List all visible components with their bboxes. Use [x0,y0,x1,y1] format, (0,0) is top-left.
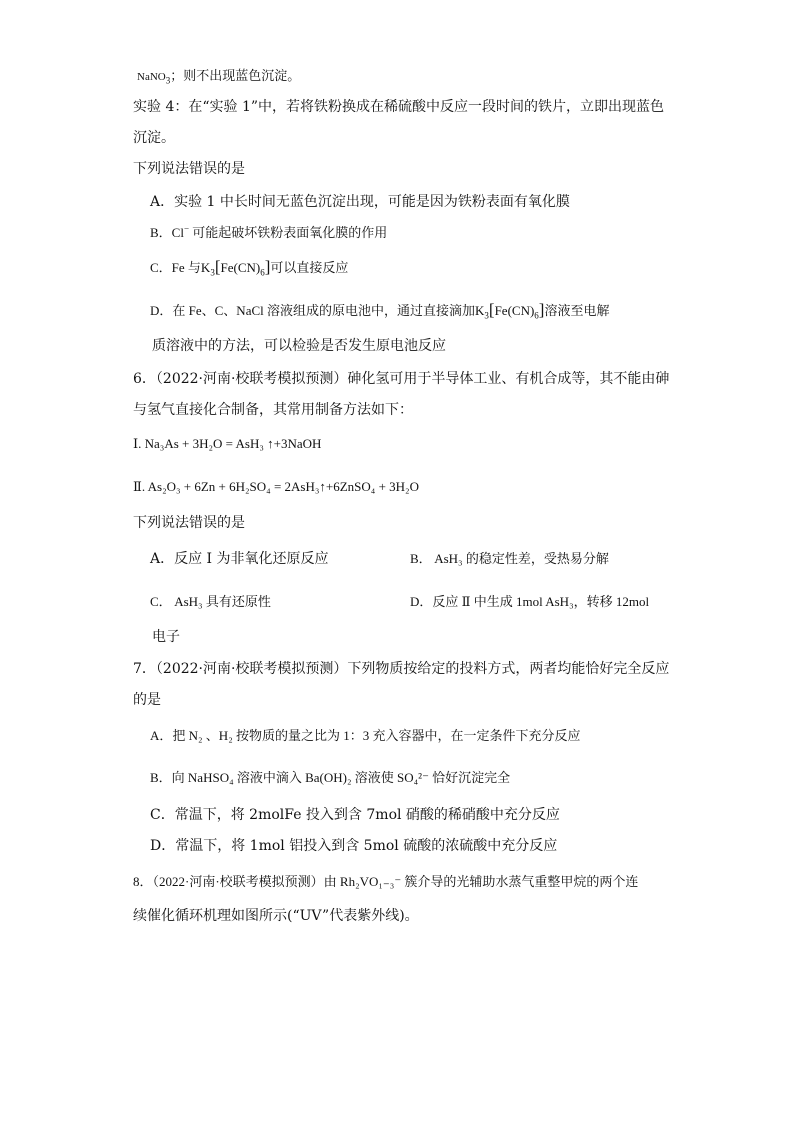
question-5-stem: 下列说法错误的是 [133,161,245,177]
question-6-line-1: 6．（2022·河南·校联考模拟预测）砷化氢可用于半导体工业、有机合成等，其不能由砷 [133,371,670,387]
q5-option-a: A．实验 1 中长时间无蓝色沉淀出现，可能是因为铁粉表面有氧化膜 [150,194,570,210]
q5-option-d: D．在 Fe、C、NaCl 溶液组成的原电池中，通过直接滴加$K_3[Fe(CN)_6]$溶液至电解 [150,300,610,321]
question-7-line-2: 的是 [133,692,161,708]
q6-option-d: D．反应 Ⅱ 中生成 1mol AsH₃，转移 12mol [410,594,650,609]
q6-option-c: C． AsH₃ 具有还原性 [150,594,271,609]
q6-equation-2: Ⅱ. As₂O₃ + 6Zn + 6H₂SO₄ = 2AsH₃↑+6ZnSO₄ + 3H₂O [133,479,419,494]
potassium-ferricyanide: $K_3[Fe(CN)_6]$ [475,300,545,321]
q6-option-b: B． AsH₃ 的稳定性差，受热易分解 [410,551,609,566]
q7-option-a: A．把 N₂ 、H₂ 按物质的量之比为 1：3 充入容器中，在一定条件下充分反应 [150,728,581,743]
q5-option-d-line-2: 质溶液中的方法，可以检验是否发生原电池反应 [152,338,446,354]
intro-nano3-line: NaNO$_3$；则不出现蓝色沉淀。 [137,68,301,86]
question-8-line-1: 8．（2022·河南·校联考模拟预测）由 Rh₂VO₁₋₃⁻ 簇介导的光辅助水蒸气重整甲烷的两个连 [133,874,639,889]
q7-option-b: B．向 NaHSO₄ 溶液中滴入 Ba(OH)₂ 溶液使 SO₄²⁻ 恰好沉淀完全 [150,770,511,785]
experiment-4-line-2: 沉淀。 [133,130,175,146]
question-8-line-2: 续催化循环机理如图所示(“UV”代表紫外线)。 [133,908,419,924]
q6-option-a: A．反应 Ⅰ 为非氧化还原反应 [150,551,329,567]
q7-option-d: D．常温下，将 1mol 铝投入到含 5mol 硫酸的浓硫酸中充分反应 [150,838,558,854]
potassium-ferricyanide: $K_3[Fe(CN)_6]$ [200,257,271,278]
q6-option-d-line-2: 电子 [152,629,180,645]
q7-option-c: C．常温下，将 2molFe 投入到含 7mol 硝酸的稀硝酸中充分反应 [150,807,560,823]
question-6-stem: 下列说法错误的是 [133,515,245,531]
experiment-4-line-1: 实验 4：在“实验 1”中，若将铁粉换成在稀硫酸中反应一段时间的铁片，立即出现蓝色 [133,99,665,115]
question-6-line-2: 与氢气直接化合制备，其常用制备方法如下： [133,402,413,418]
q5-option-c: C．Fe 与$K_3[Fe(CN)_6]$可以直接反应 [150,257,349,278]
question-7-line-1: 7．（2022·河南·校联考模拟预测）下列物质按给定的投料方式，两者均能恰好完全反应 [133,661,670,677]
q5-option-b: B．Cl− 可能起破坏铁粉表面氧化膜的作用 [150,223,388,240]
q6-equation-1: Ⅰ. Na₃As + 3H₂O = AsH₃ ↑+3NaOH [133,436,322,451]
